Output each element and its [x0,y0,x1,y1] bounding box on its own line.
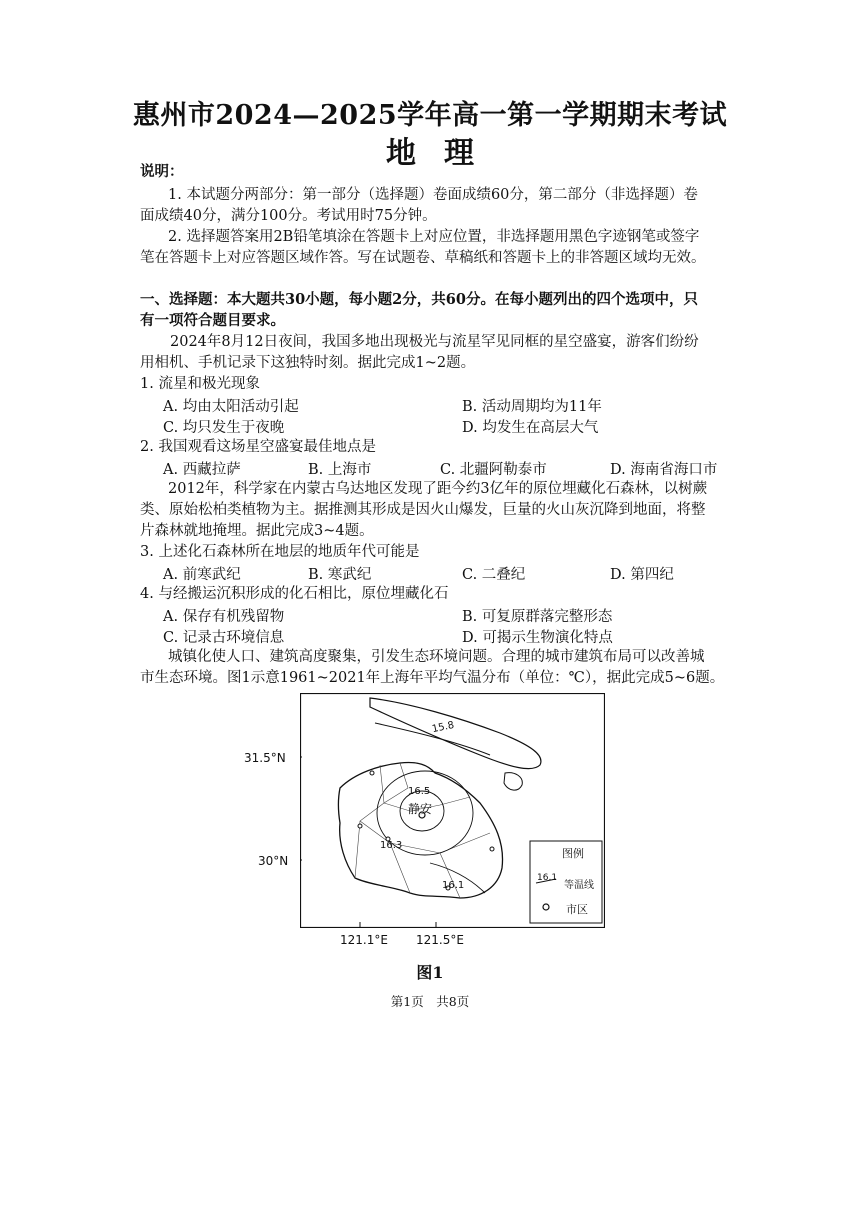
q3-option-d: D. 第四纪 [610,567,674,583]
section-heading-a: 一、选择题：本大题共30小题，每小题2分，共60分。在每小题列出的四个选项中，只 [140,291,698,308]
material-2b: 类、原始松柏类植物为主。据推测其形成是因火山爆发，巨量的火山灰沉降到地面，将整 [140,502,706,518]
q1-option-c: C. 均只发生于夜晚 [163,420,285,436]
material-1a: 2024年8月12日夜间，我国多地出现极光与流星罕见同框的星空盛宴，游客们纷纷 [170,334,699,350]
exam-title: 惠州市2024—2025学年高一第一学期期末考试 [132,100,728,131]
q4-option-d: D. 可揭示生物演化特点 [462,630,613,646]
q1-stem: 1. 流星和极光现象 [140,376,260,392]
q1-option-d: D. 均发生在高层大气 [462,420,599,436]
q4-stem: 4. 与经搬运沉积形成的化石相比，原位埋藏化石 [140,586,449,602]
material-2a: 2012年，科学家在内蒙古乌达地区发现了距今约3亿年的原位埋藏化石森林，以树蕨 [168,481,708,497]
legend-city-label: 市区 [566,903,588,916]
instruction-2a: 2. 选择题答案用2B铅笔填涂在答题卡上对应位置，非选择题用黑色字迹钢笔或签字 [168,229,700,245]
figure-caption: 图1 [416,963,444,982]
material-3b: 市生态环境。图1示意1961~2021年上海年平均气温分布（单位：℃），据此完成5~6题。 [140,670,725,686]
q3-stem: 3. 上述化石森林所在地层的地质年代可能是 [140,544,420,560]
q3-option-a: A. 前寒武纪 [163,567,241,583]
instruction-2b: 笔在答题卡上对应答题区域作答。写在试题卷、草稿纸和答题卡上的非答题区域均无效。 [140,250,706,266]
lat-label-lower: 30°N [258,854,289,868]
lon-label-left: 121.1°E [340,933,388,947]
subject-title [0,128,860,172]
lat-label-upper: 31.5°N [244,751,286,765]
lon-label-right: 121.5°E [416,933,464,947]
q3-option-c: C. 二叠纪 [462,567,526,583]
material-3a: 城镇化使人口、建筑高度聚集，引发生态环境问题。合理的城市建筑布局可以改善城 [168,649,705,665]
q4-option-b: B. 可复原群落完整形态 [462,609,613,625]
q1-option-a: A. 均由太阳活动引起 [163,399,299,415]
instructions-label: 说明： [140,163,184,180]
page-number: 第1页 共8页 [390,994,470,1009]
material-1b: 用相机、手机记录下这独特时刻。据此完成1~2题。 [140,355,476,371]
q2-option-c: C. 北疆阿勒泰市 [440,462,547,478]
section-heading-b: 有一项符合题目要求。 [140,312,285,329]
legend-title: 图例 [562,847,584,860]
q4-option-c: C. 记录古环境信息 [163,630,285,646]
q2-stem: 2. 我国观看这场星空盛宴最佳地点是 [140,439,376,455]
q4-option-a: A. 保存有机残留物 [163,609,285,625]
q2-option-b: B. 上海市 [308,462,372,478]
subject-char-1: 地 [386,136,416,171]
isotherm-label-center: 16.5 [408,786,431,797]
isotherm-label-upper: 15.8 [431,719,456,736]
subject-char-2: 理 [444,136,474,171]
q2-option-a: A. 西藏拉萨 [163,462,241,478]
isotherm-label-south: 16.1 [442,880,465,891]
q2-option-d: D. 海南省海口市 [610,462,718,478]
instruction-1b: 面成绩40分，满分100分。考试用时75分钟。 [140,208,437,224]
legend-isotherm-label: 等温线 [564,880,594,891]
instruction-1a: 1. 本试题分两部分：第一部分（选择题）卷面成绩60分，第二部分（非选择题）卷 [168,187,698,203]
isotherm-label-west: 16.3 [380,840,403,851]
q3-option-b: B. 寒武纪 [308,567,372,583]
legend-isotherm-sample: 16.1 [537,873,558,883]
place-label-jingan: 静安 [408,802,433,816]
q1-option-b: B. 活动周期均为11年 [462,399,602,415]
material-2c: 片森林就地掩埋。据此完成3~4题。 [140,523,374,539]
